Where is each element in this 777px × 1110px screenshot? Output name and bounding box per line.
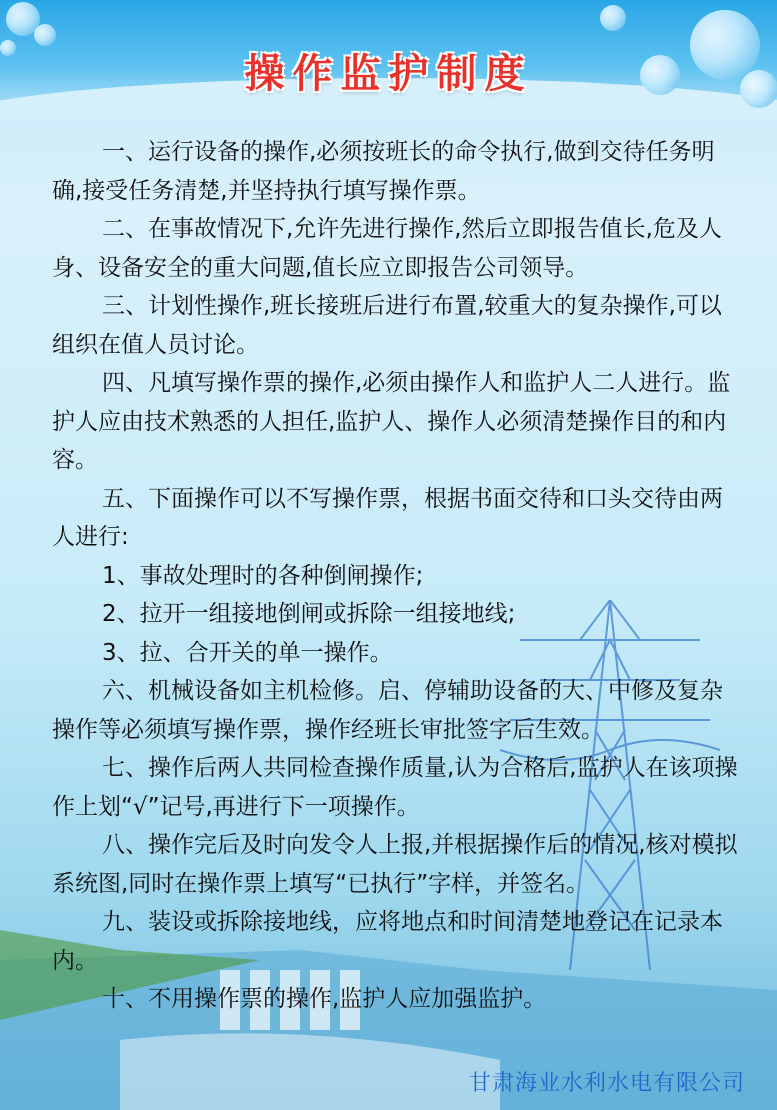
- paragraph: 七、操作后两人共同检查操作质量,认为合格后,监护人在该项操作上划“√”记号,再进行下一项操作。: [52, 755, 738, 820]
- paragraph: 五、下面操作可以不写操作票，根据书面交待和口头交待由两人进行:: [52, 485, 723, 550]
- list-item: 3、拉、合开关的单一操作。: [102, 639, 393, 666]
- list-item: 1、事故处理时的各种倒闸操作;: [102, 562, 424, 589]
- bubble-decoration: [600, 5, 626, 31]
- paragraph: 四、凡填写操作票的操作,必须由操作人和监护人二人进行。监护人应由技术熟悉的人担任,监护人、操作人必须清楚操作目的和内容。: [52, 370, 731, 473]
- paragraph: 十、不用操作票的操作,监护人应加强监护。: [102, 986, 547, 1012]
- paragraph: 二、在事故情况下,允许先进行操作,然后立即报告值长,危及人身、设备安全的重大问题,值长应立即报告公司领导。: [52, 216, 722, 281]
- regulation-text: [52, 133, 740, 1019]
- paragraph: 八、操作完后及时向发令人上报,并根据操作后的情况,核对模拟系统图,同时在操作票上填写“已执行”字样，并签名。: [52, 832, 738, 897]
- paragraph: 九、装设或拆除接地线，应将地点和时间清楚地登记在记录本内。: [52, 909, 723, 974]
- list-item: 2、拉开一组接地倒闸或拆除一组接地线;: [102, 601, 516, 627]
- company-name: 甘肃海业水利水电有限公司: [468, 1071, 745, 1096]
- paragraph: 三、计划性操作,班长接班后进行布置,较重大的复杂操作,可以组织在值人员讨论。: [52, 293, 722, 358]
- page-title: 操作监护制度: [244, 51, 533, 97]
- paragraph: 一、运行设备的操作,必须按班长的命令执行,做到交待任务明确,接受任务清楚,并坚持执行填写操作票。: [52, 139, 715, 204]
- paragraph: 六、机械设备如主机检修。启、停辅助设备的大、中修及复杂操作等必须填写操作票，操作经班长审批签字后生效。: [52, 678, 723, 743]
